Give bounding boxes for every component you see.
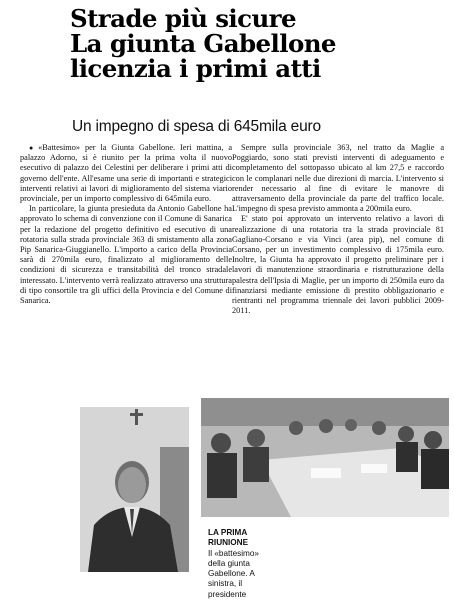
caption-text: Il «battesimo» della giunta Gabellone. A sinistra, il presidente (208, 548, 259, 599)
president-portrait-illustration (80, 407, 189, 572)
article-paragraph: Sempre sulla provinciale 363, nel tratto da Maglie a Poggiardo, sono stati previsti interventi di adeguamento e completamento del sottopasso ubicato al km 27,5 e raccordo con le complanari nelle due direzioni di marcia. L'intervento si render necessario al fine di evitare le manovre di attraversamento della provinciale da parte del traffico locale. L'impegno di spesa previsto ammonta a 200mila euro. (232, 143, 444, 214)
article-paragraph: In particolare, la giunta presieduta da Antonio Gabellone ha approvato lo schema di convenzione con il Comune di Sanarica per la redazione del progetto definitivo ed esecutivo di una rotatoria sulla strada provinciale 363 di smistamento alla zona Pip Sanarica-Giuggianello. L'importo a carico della Provincia sarà di 270mila euro, finalizzato al miglioramento delle condizioni di sicurezza e transitabilità del tronco stradale interessato. L'intervento verrà realizzato attraverso una struttura di tipo consortile tra gli uffici della Provincia e del Comune di Sanarica. (20, 204, 232, 306)
bullet-icon: ● (29, 144, 37, 152)
article-paragraph-text: «Battesimo» per la Giunta Gabellone. Ieri mattina, a palazzo Adorno, si è riunito per la prima volta il nuovo esecutivo di palazzo dei Celestini per deliberare i primi atti di governo dell'ente. All'esame una serie di importanti e strategici interventi relativi ai lavori di miglioramento del sistema viario provinciale, per un importo complessivo di 645mila euro. (20, 143, 233, 204)
article-column-left (20, 143, 232, 306)
headline-line-3: licenzia i primi atti (70, 54, 321, 83)
headline-line-2: La giunta Gabellone (70, 29, 336, 58)
headline-line-1: Strade più sicure (70, 4, 296, 33)
subheadline: Un impegno di spesa di 645mila euro (72, 118, 321, 135)
president-portrait-photo (80, 407, 189, 572)
headline (70, 6, 450, 81)
article-column-right (232, 143, 444, 316)
meeting-photo (201, 398, 449, 517)
caption-title: LA PRIMA RIUNIONE (208, 528, 249, 548)
photo-caption (208, 528, 278, 600)
meeting-table-illustration (201, 398, 449, 517)
article-paragraph (20, 143, 232, 204)
article-paragraph: E' stato poi approvato un intervento relativo a lavori di realizzazione di una rotatoria tra la strada provinciale 81 Gagliano-Corsano e via Vinci (area pip), nel comune di Corsano, per un investimento complessivo di 175mila euro. Inoltre, la Giunta ha approvato il progetto preliminare per i lavori di manutenzione straordinaria e ristrutturazione della palestra dell'Ipsia di Maglie, per un importo di 250mila euro da finanziarsi mediante emissione di prestito obbligazionario e rientranti nel programma triennale dei lavori pubblici 2009-2011. (232, 214, 444, 316)
